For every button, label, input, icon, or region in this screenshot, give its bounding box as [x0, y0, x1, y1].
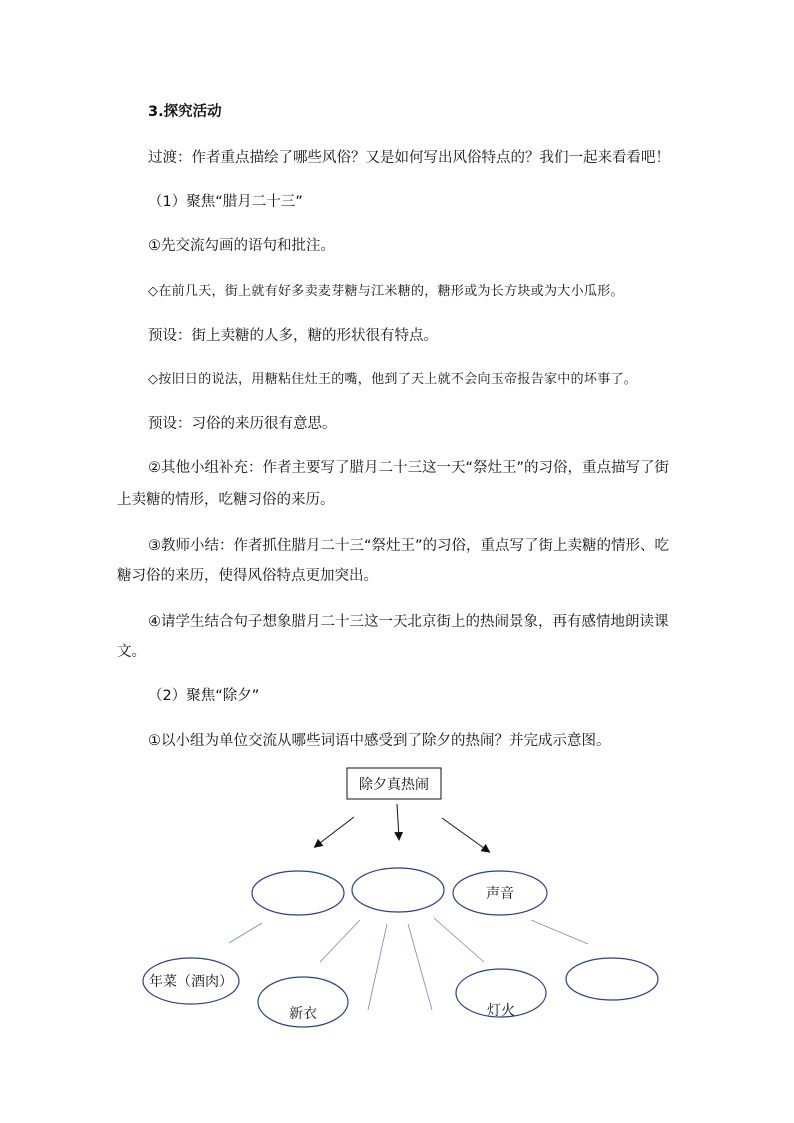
- step-4-line-2: 文。: [117, 644, 146, 660]
- arrow-left: [316, 817, 354, 846]
- focus-heading-2: （2）聚焦“除夕”: [148, 688, 260, 704]
- step-2-line-2: 上卖糖的情形，吃糖习俗的来历。: [117, 492, 335, 508]
- preset-2: 预设：习俗的来历很有意思。: [148, 416, 337, 432]
- connector-line: [531, 920, 588, 944]
- level2-node-blank: [566, 958, 658, 1000]
- connector-line: [368, 924, 387, 1010]
- step-3-line-1: ③教师小结：作者抓住腊月二十三“祭灶王”的习俗，重点写了街上卖糖的情形、吃: [148, 538, 670, 554]
- arrow-middle: [397, 804, 399, 838]
- step-5: ①以小组为单位交流从哪些词语中感受到了除夕的热闹？并完成示意图。: [148, 733, 611, 749]
- preset-1: 预设：街上卖糖的人多，糖的形状很有特点。: [148, 328, 438, 344]
- level1-label-sound: 声音: [486, 886, 514, 902]
- root-label: 除夕真热闹: [359, 777, 429, 793]
- step-1: ①先交流勾画的语句和批注。: [148, 238, 335, 254]
- step-4-line-1: ④请学生结合句子想象腊月二十三这一天北京街上的热闹景象，再有感情地朗读课: [148, 614, 669, 630]
- level1-node-1: [252, 871, 344, 915]
- step-2-line-1: ②其他小组补充：作者主要写了腊月二十三这一天“祭灶王”的习俗，重点描写了街: [148, 460, 670, 476]
- connector-line: [408, 924, 432, 1010]
- transition-paragraph: 过渡：作者重点描绘了哪些风俗？又是如何写出风俗特点的？我们一起来看看吧！: [148, 150, 670, 166]
- focus-heading-1: （1）聚焦“腊月二十三”: [148, 194, 303, 210]
- level2-label-lights: 灯火: [487, 1003, 515, 1019]
- level1-node-2: [352, 868, 444, 912]
- step-3-line-2: 糖习俗的来历，使得风俗特点更加突出。: [117, 568, 378, 584]
- level2-label-food: 年菜（酒肉）: [149, 974, 233, 990]
- section-heading: 3.探究活动: [148, 104, 222, 120]
- connector-line: [320, 920, 360, 962]
- level2-label-clothes: 新衣: [289, 1006, 317, 1022]
- arrow-right: [442, 818, 488, 851]
- connector-line: [434, 918, 484, 962]
- quote-2: ◇按旧日的说法，用糖粘住灶王的嘴，他到了天上就不会向玉帝报告家中的坏事了。: [148, 372, 638, 387]
- connector-line: [229, 923, 262, 943]
- quote-1: ◇在前几天，街上就有好多卖麦芽糖与江米糖的，糖形或为长方块或为大小瓜形。: [148, 284, 624, 299]
